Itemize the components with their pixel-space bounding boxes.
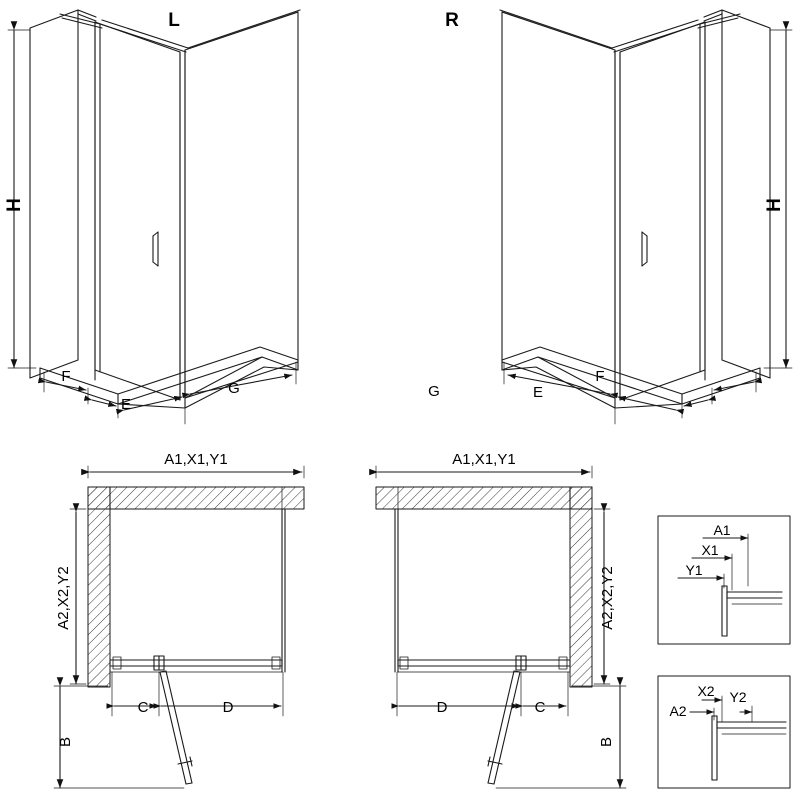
label-B-left: B (57, 736, 74, 748)
label-G-right: G (428, 383, 440, 400)
view-left-3d (30, 10, 300, 408)
label-D-left: D (222, 699, 234, 716)
plan-left (88, 487, 304, 784)
label-variant-right: R (445, 10, 459, 31)
label-plan-left-side-dim: A2,X2,Y2 (55, 566, 72, 630)
label-D-right: D (436, 699, 448, 716)
label-plan-left-top-dim: A1,X1,Y1 (164, 451, 228, 468)
detail-bottom-box (658, 676, 790, 788)
label-H-right: H (764, 198, 785, 212)
dimension-depths-left (44, 362, 296, 424)
label-F-left: F (61, 368, 71, 385)
label-detail-A2: A2 (669, 703, 687, 719)
label-E-right: E (532, 384, 544, 401)
view-right-3d (500, 10, 770, 408)
label-E-left: E (120, 396, 132, 413)
plan-right (376, 487, 592, 784)
label-H-left: H (4, 198, 25, 212)
label-plan-right-top-dim: A1,X1,Y1 (452, 451, 516, 468)
label-variant-left: L (168, 10, 180, 31)
label-G-left: G (228, 380, 240, 397)
label-detail-A1: A1 (713, 522, 731, 538)
label-plan-right-side-dim: A2,X2,Y2 (599, 566, 616, 630)
label-C-right: C (534, 699, 546, 716)
label-B-right: B (598, 736, 615, 748)
label-detail-Y1: Y1 (685, 562, 703, 578)
label-F-right: F (595, 368, 605, 385)
label-detail-X2: X2 (697, 683, 715, 699)
label-C-left: C (137, 699, 149, 716)
label-detail-Y2: Y2 (729, 689, 747, 705)
label-detail-X1: X1 (701, 542, 719, 558)
